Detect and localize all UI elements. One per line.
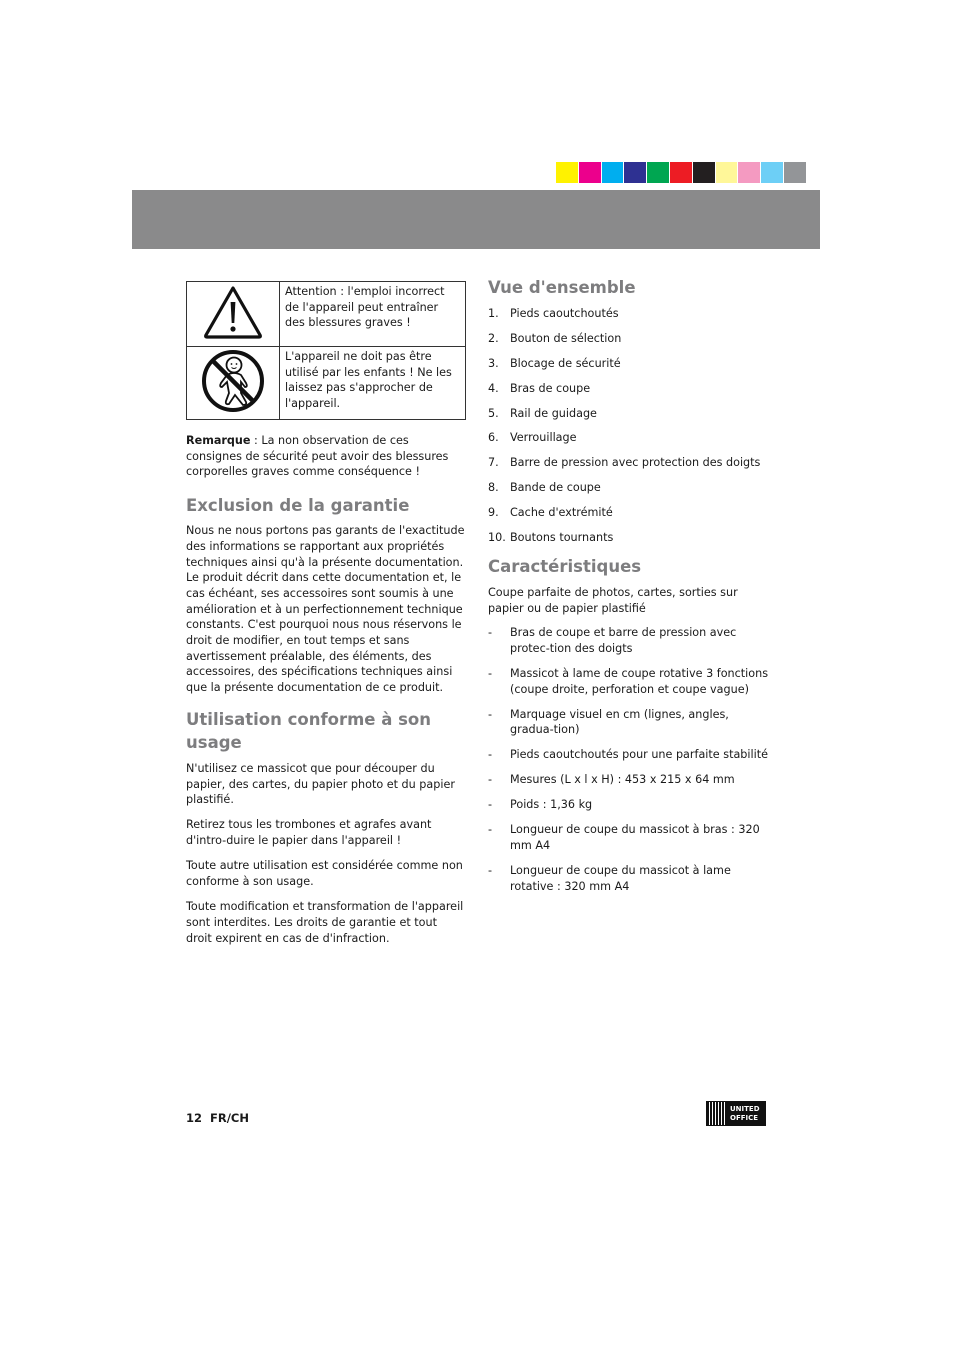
item-text: Mesures (L x l x H) : 453 x 215 x 64 mm [510, 773, 735, 787]
list-item [488, 863, 770, 894]
list-item [488, 406, 770, 422]
list-item [488, 530, 770, 546]
item-number: 3. [488, 356, 499, 370]
item-text: Bras de coupe et barre de pression avec protec-tion des doigts [510, 626, 737, 656]
item-number: 10. [488, 531, 506, 545]
list-item [488, 356, 770, 372]
item-number: 5. [488, 406, 499, 420]
warning-row [187, 282, 466, 347]
color-swatch [556, 162, 578, 183]
usage-paragraph: Retirez tous les trombones et agrafes avant d'intro-duire le papier dans l'appareil ! [186, 818, 432, 848]
item-text: Pieds caoutchoutés [510, 307, 619, 320]
list-item [488, 797, 770, 813]
color-swatches [556, 162, 806, 183]
features-intro: Coupe parfaite de photos, cartes, sorties sur papier ou de papier plastifié [488, 585, 738, 615]
item-text: Longueur de coupe du massicot à lame rotative : 320 mm A4 [510, 864, 731, 893]
logo-line: UNITED [730, 1105, 760, 1113]
warranty-paragraph: Nous ne nous portons pas garants de l'exactitude des informations se rapportant aux propriétés techniques ainsi qu'à la présente documentation. Le produit décrit dans cette documentation et, le cas échéant, ses accessoires sont soumis à une amélioration et à un perfectionnement technique constants. C'est pourquoi nous nous réservons le droit de modifier, en tout temps et sans avertissement préalable, des éléments, des accessoires, des spécifications techniques ainsi que la présente documentation de ce produit. [186, 524, 465, 695]
list-item [488, 430, 770, 446]
color-swatch [693, 162, 715, 183]
item-number: 7. [488, 456, 499, 470]
item-text: Bras de coupe [510, 381, 591, 395]
item-text: Barre de pression avec protection des doigts [510, 456, 761, 470]
item-number: 6. [488, 431, 499, 445]
color-swatch [716, 162, 738, 183]
list-item [488, 306, 770, 322]
bullet-dash: - [488, 748, 493, 762]
logo-line: OFFICE [730, 1113, 759, 1122]
overview-heading: Vue d'ensemble [488, 278, 636, 297]
safety-warnings-table [186, 281, 466, 420]
usage-paragraph: Toute modification et transformation de l'appareil sont interdites. Les droits de garantie et tout droit expirent en cas de d'infraction. [186, 900, 464, 945]
list-item [488, 505, 770, 521]
item-text: Poids : 1,36 kg [510, 798, 593, 812]
bullet-dash: - [488, 798, 493, 812]
list-item [488, 747, 770, 763]
item-text: Bouton de sélection [510, 331, 622, 345]
bullet-dash: - [488, 864, 493, 878]
item-number: 8. [488, 481, 499, 495]
warranty-heading: Exclusion de la garantie [186, 496, 410, 516]
color-swatch [624, 162, 646, 183]
brand-logo [706, 1101, 766, 1126]
usage-paragraph: Toute autre utilisation est considérée comme non conforme à son usage. [186, 859, 463, 889]
item-text: Bande de coupe [510, 481, 601, 495]
item-text: Massicot à lame de coupe rotative 3 fonctions (coupe droite, perforation et coupe vague) [510, 667, 769, 696]
color-swatch [647, 162, 669, 183]
overview-list [488, 306, 770, 546]
usage-paragraph: N'utilisez ce massicot que pour découper du papier, des cartes, du papier photo et du papier plastifié. [186, 761, 455, 807]
item-number: 1. [488, 307, 499, 320]
color-swatch [579, 162, 601, 183]
item-text: Rail de guidage [510, 406, 597, 420]
locale-label: FR/CH [210, 1111, 249, 1125]
safety-note [186, 433, 466, 480]
item-text: Pieds caoutchoutés pour une parfaite stabilité [510, 748, 769, 762]
bullet-dash: - [488, 626, 493, 640]
list-item [488, 625, 770, 656]
bullet-dash: - [488, 667, 493, 681]
features-list [488, 625, 770, 894]
item-number: 4. [488, 381, 499, 395]
list-item [488, 455, 770, 471]
bullet-dash: - [488, 773, 493, 787]
item-number: 9. [488, 506, 499, 520]
header-bar [132, 190, 820, 249]
color-swatch [761, 162, 783, 183]
item-text: Longueur de coupe du massicot à bras : 320 mm A4 [510, 823, 760, 853]
list-item [488, 666, 770, 697]
warning-text: L'appareil ne doit pas être utilisé par les enfants ! Ne les laissez pas s'approcher de l'appareil. [280, 347, 466, 420]
right-column [488, 276, 770, 904]
warning-row [187, 347, 466, 420]
list-item [488, 480, 770, 496]
list-item [488, 381, 770, 397]
note-label: Remarque [186, 434, 251, 447]
item-text: Verrouillage [510, 431, 577, 445]
item-text: Boutons tournants [510, 531, 614, 545]
warning-icon-cell [187, 282, 280, 347]
color-swatch [784, 162, 806, 183]
logo-text [727, 1102, 765, 1125]
list-item [488, 772, 770, 788]
list-item [488, 707, 770, 738]
item-text: Blocage de sécurité [510, 356, 621, 370]
usage-heading: Utilisation conforme à son usage [186, 709, 432, 752]
no-children-icon-cell [187, 347, 280, 420]
item-text: Marquage visuel en cm (lignes, angles, gradua-tion) [510, 707, 729, 737]
list-item [488, 331, 770, 347]
item-number: 2. [488, 331, 499, 345]
features-heading: Caractéristiques [488, 556, 642, 576]
bullet-dash: - [488, 707, 493, 721]
logo-grid-icon [707, 1102, 727, 1125]
left-column [186, 281, 466, 946]
note-text: : La non observation de ces consignes de sécurité peut avoir des blessures corporelles graves comme conséquence ! [186, 434, 449, 479]
bullet-dash: - [488, 823, 493, 837]
color-swatch [670, 162, 692, 183]
warning-text: Attention : l'emploi incorrect de l'appareil peut entraîner des blessures graves ! [280, 282, 466, 347]
color-swatch [602, 162, 624, 183]
page-number: 12 [186, 1111, 203, 1125]
warning-triangle-icon [202, 284, 264, 340]
page-footer [186, 1111, 249, 1125]
list-item [488, 822, 770, 853]
color-swatch [738, 162, 760, 183]
item-text: Cache d'extrémité [510, 506, 613, 520]
no-children-icon [201, 349, 265, 413]
